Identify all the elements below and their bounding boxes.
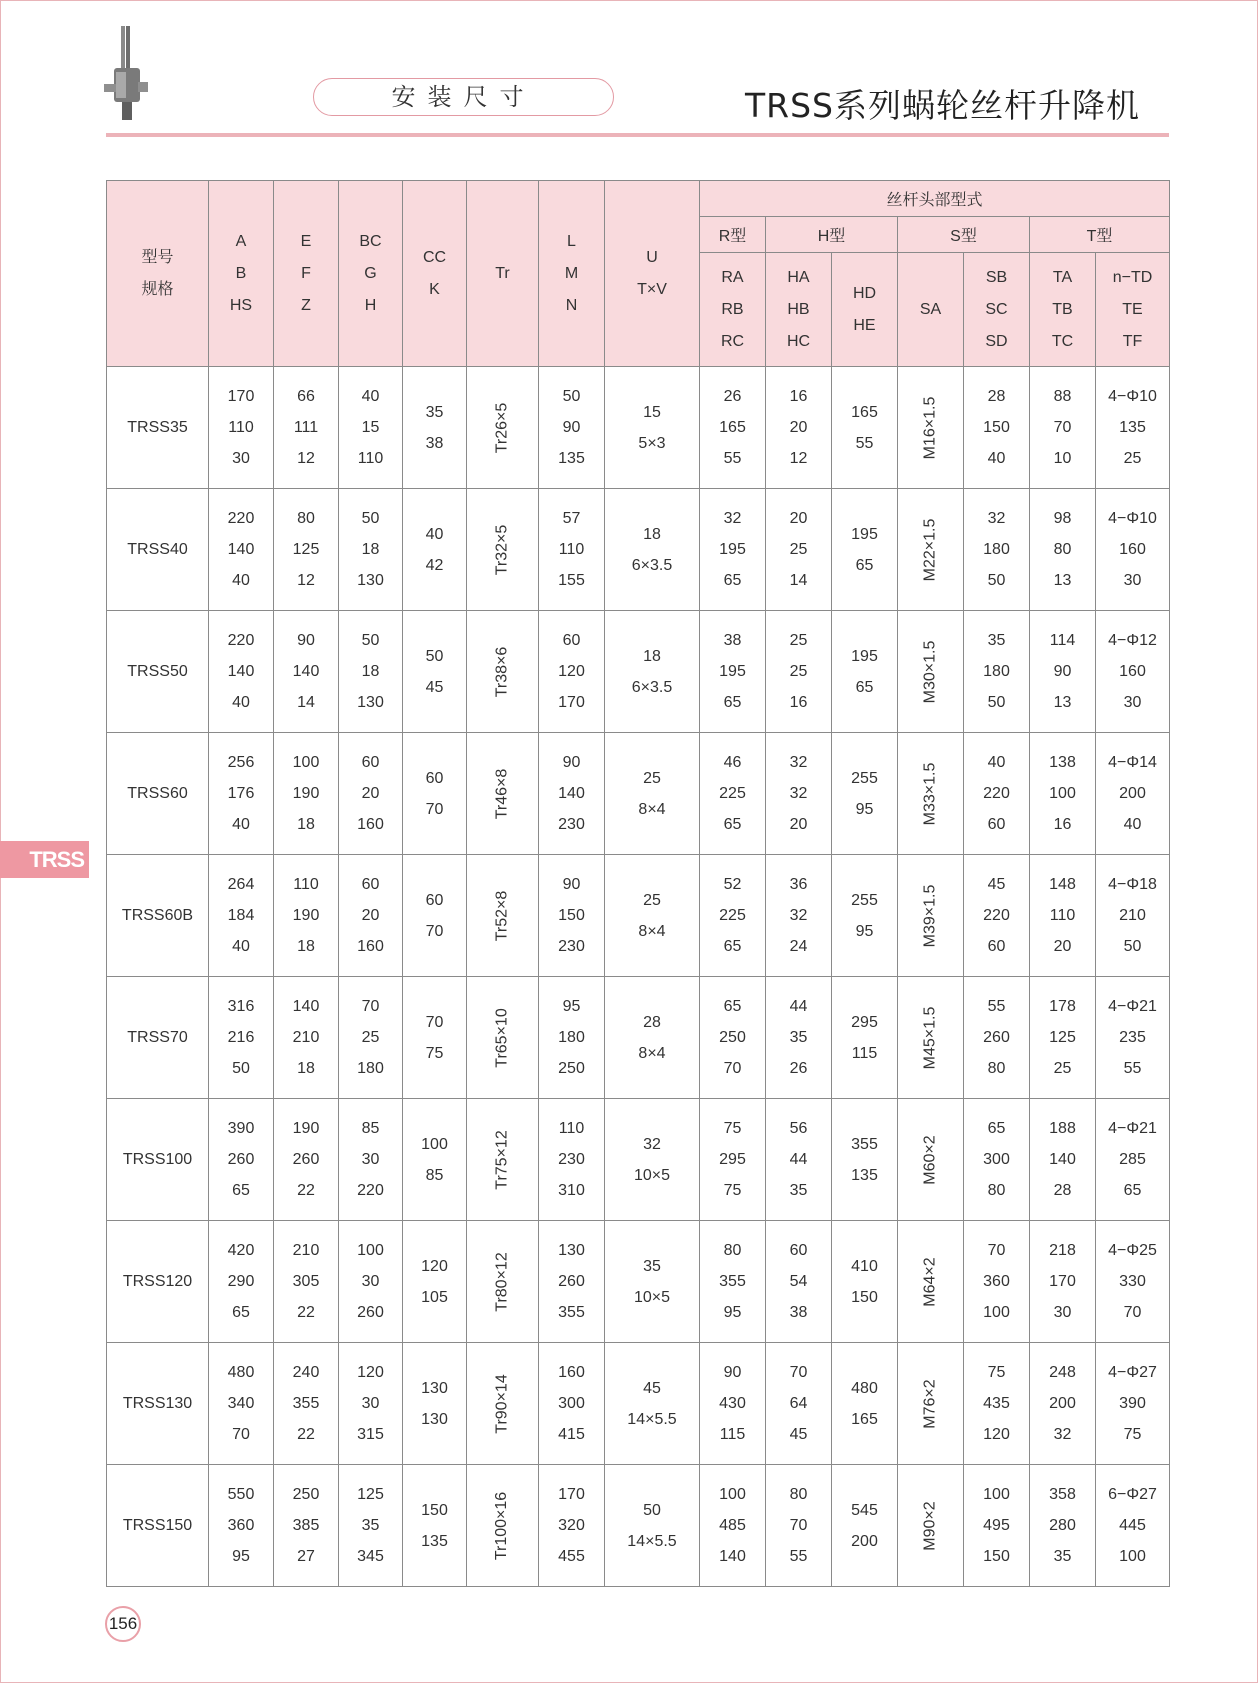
dimension-cell: [898, 367, 964, 489]
dimension-cell: [467, 733, 539, 855]
dimension-cell: 90 430 115: [700, 1343, 766, 1465]
model-cell: TRSS50: [107, 611, 209, 733]
dimension-cell: 4−Φ12 160 30: [1096, 611, 1170, 733]
dimension-cell: 4−Φ18 210 50: [1096, 855, 1170, 977]
rotated-value: Tr46×8: [493, 768, 511, 819]
series-side-tab: TRSS: [0, 841, 89, 878]
table-row: [107, 855, 1170, 977]
dimension-cell: 256 176 40: [209, 733, 274, 855]
dimension-cell: [467, 489, 539, 611]
dimension-cell: 50 18 130: [339, 489, 403, 611]
rotated-value: M45×1.5: [921, 1006, 939, 1069]
dimension-cell: 66 111 12: [274, 367, 339, 489]
dimension-cell: 390 260 65: [209, 1099, 274, 1221]
dimension-cell: 4−Φ25 330 70: [1096, 1221, 1170, 1343]
dimension-cell: 250 385 27: [274, 1465, 339, 1587]
dimension-cell: 148 110 20: [1030, 855, 1096, 977]
dimension-cell: 140 210 18: [274, 977, 339, 1099]
header-type-s: S型: [898, 217, 1030, 253]
dimension-cell: [467, 1221, 539, 1343]
dimension-cell: 480 340 70: [209, 1343, 274, 1465]
header-sb-sc-sd: SB SC SD: [964, 253, 1030, 367]
dimension-cell: 150 135: [403, 1465, 467, 1587]
dimension-cell: 218 170 30: [1030, 1221, 1096, 1343]
header-sa: SA: [898, 253, 964, 367]
dimension-cell: 550 360 95: [209, 1465, 274, 1587]
dimension-cell: 90 140 14: [274, 611, 339, 733]
header-a-b-hs: A B HS: [209, 181, 274, 367]
header-divider: [106, 133, 1169, 137]
dimension-cell: 420 290 65: [209, 1221, 274, 1343]
dimension-cell: 138 100 16: [1030, 733, 1096, 855]
dimension-cell: 125 35 345: [339, 1465, 403, 1587]
dimension-cell: 52 225 65: [700, 855, 766, 977]
dimension-cell: [898, 1099, 964, 1221]
dimension-cell: 35 38: [403, 367, 467, 489]
dimension-cell: [898, 733, 964, 855]
rotated-value: M22×1.5: [921, 518, 939, 581]
dimension-cell: 28 150 40: [964, 367, 1030, 489]
dimension-cell: 160 300 415: [539, 1343, 605, 1465]
dimension-cell: 25 8×4: [605, 855, 700, 977]
dimension-cell: 110 190 18: [274, 855, 339, 977]
dimension-cell: 90 140 230: [539, 733, 605, 855]
dimension-cell: 4−Φ21 235 55: [1096, 977, 1170, 1099]
rotated-value: M30×1.5: [921, 640, 939, 703]
dimension-cell: 26 165 55: [700, 367, 766, 489]
dimension-cell: [467, 1465, 539, 1587]
dimension-cell: 190 260 22: [274, 1099, 339, 1221]
page-number: 156: [105, 1606, 141, 1642]
table-row: [107, 733, 1170, 855]
dimension-cell: 248 200 32: [1030, 1343, 1096, 1465]
dimension-cell: 16 20 12: [766, 367, 832, 489]
dimension-cell: 40 220 60: [964, 733, 1030, 855]
table-row: [107, 1343, 1170, 1465]
dimension-cell: 88 70 10: [1030, 367, 1096, 489]
dimension-cell: 120 30 315: [339, 1343, 403, 1465]
dimension-cell: 32 32 20: [766, 733, 832, 855]
rotated-value: M33×1.5: [921, 762, 939, 825]
dimension-cell: 4−Φ10 135 25: [1096, 367, 1170, 489]
dimension-cell: 195 65: [832, 611, 898, 733]
model-cell: TRSS35: [107, 367, 209, 489]
header-type-h: H型: [766, 217, 898, 253]
dimension-cell: [898, 489, 964, 611]
header-screw-head-type: 丝杆头部型式: [700, 181, 1170, 217]
model-cell: TRSS130: [107, 1343, 209, 1465]
table-body: [107, 367, 1170, 1587]
dimension-cell: 60 20 160: [339, 733, 403, 855]
rotated-value: Tr26×5: [493, 402, 511, 453]
rotated-value: M16×1.5: [921, 396, 939, 459]
model-cell: TRSS120: [107, 1221, 209, 1343]
dimensions-table: [106, 180, 1170, 1587]
dimension-cell: 57 110 155: [539, 489, 605, 611]
header-l-m-n: L M N: [539, 181, 605, 367]
header-cc-k: CC K: [403, 181, 467, 367]
table-row: [107, 611, 1170, 733]
dimension-cell: 295 115: [832, 977, 898, 1099]
header-type-t: T型: [1030, 217, 1170, 253]
rotated-value: Tr100×16: [493, 1491, 511, 1560]
dimension-cell: [467, 855, 539, 977]
header-n-td-te-tf: n−TD TE TF: [1096, 253, 1170, 367]
dimension-cell: 100 190 18: [274, 733, 339, 855]
dimension-cell: [467, 367, 539, 489]
dimension-cell: 56 44 35: [766, 1099, 832, 1221]
header-tr: Tr: [467, 181, 539, 367]
dimension-cell: 4−Φ10 160 30: [1096, 489, 1170, 611]
dimension-cell: 70 25 180: [339, 977, 403, 1099]
dimension-cell: 40 42: [403, 489, 467, 611]
rotated-value: Tr32×5: [493, 524, 511, 575]
dimension-cell: 165 55: [832, 367, 898, 489]
header-bc-g-h: BC G H: [339, 181, 403, 367]
model-cell: TRSS100: [107, 1099, 209, 1221]
dimension-cell: 25 25 16: [766, 611, 832, 733]
model-cell: TRSS70: [107, 977, 209, 1099]
rotated-value: Tr75×12: [493, 1129, 511, 1190]
dimension-cell: [898, 1465, 964, 1587]
table-row: [107, 1099, 1170, 1221]
dimension-cell: 195 65: [832, 489, 898, 611]
rotated-value: Tr65×10: [493, 1007, 511, 1068]
dimension-cell: 15 5×3: [605, 367, 700, 489]
dimension-cell: 410 150: [832, 1221, 898, 1343]
dimension-cell: 35 10×5: [605, 1221, 700, 1343]
rotated-value: Tr90×14: [493, 1373, 511, 1434]
dimension-cell: 120 105: [403, 1221, 467, 1343]
dimension-cell: 480 165: [832, 1343, 898, 1465]
header-ta-tb-tc: TA TB TC: [1030, 253, 1096, 367]
section-label: 安装尺寸: [313, 78, 614, 116]
screw-jack-product-image: [104, 26, 148, 120]
rotated-value: M90×2: [921, 1500, 939, 1551]
dimension-cell: 358 280 35: [1030, 1465, 1096, 1587]
dimension-cell: 70 64 45: [766, 1343, 832, 1465]
header-model: 型号 规格: [107, 181, 209, 367]
table-row: [107, 1221, 1170, 1343]
dimension-cell: 4−Φ21 285 65: [1096, 1099, 1170, 1221]
dimension-cell: 264 184 40: [209, 855, 274, 977]
dimension-cell: 85 30 220: [339, 1099, 403, 1221]
rotated-value: M64×2: [921, 1256, 939, 1307]
dimension-cell: 98 80 13: [1030, 489, 1096, 611]
table-row: [107, 1465, 1170, 1587]
dimension-cell: 75 295 75: [700, 1099, 766, 1221]
dimension-cell: 32 10×5: [605, 1099, 700, 1221]
dimension-cell: 75 435 120: [964, 1343, 1030, 1465]
dimension-cell: 28 8×4: [605, 977, 700, 1099]
dimension-cell: 90 150 230: [539, 855, 605, 977]
dimension-cell: 316 216 50: [209, 977, 274, 1099]
dimension-cell: 100 485 140: [700, 1465, 766, 1587]
model-cell: TRSS60: [107, 733, 209, 855]
dimension-cell: 25 8×4: [605, 733, 700, 855]
dimension-cell: 45 14×5.5: [605, 1343, 700, 1465]
dimension-cell: [898, 611, 964, 733]
dimension-cell: 60 70: [403, 855, 467, 977]
dimension-cell: 65 250 70: [700, 977, 766, 1099]
dimension-cell: 545 200: [832, 1465, 898, 1587]
table-row: [107, 977, 1170, 1099]
dimension-cell: 170 320 455: [539, 1465, 605, 1587]
dimension-cell: [898, 1221, 964, 1343]
dimension-cell: [467, 1099, 539, 1221]
dimension-cell: 178 125 25: [1030, 977, 1096, 1099]
header-ha-hb-hc: HA HB HC: [766, 253, 832, 367]
dimension-cell: [467, 1343, 539, 1465]
dimension-cell: 70 360 100: [964, 1221, 1030, 1343]
dimension-cell: 4−Φ27 390 75: [1096, 1343, 1170, 1465]
header-u-txv: U T×V: [605, 181, 700, 367]
page-title: TRSS系列蜗轮丝杆升降机: [745, 86, 1140, 125]
dimension-cell: 70 75: [403, 977, 467, 1099]
dimension-cell: 130 260 355: [539, 1221, 605, 1343]
dimension-cell: [898, 1343, 964, 1465]
dimension-cell: 114 90 13: [1030, 611, 1096, 733]
dimension-cell: [898, 977, 964, 1099]
rotated-value: M76×2: [921, 1378, 939, 1429]
dimension-cell: 38 195 65: [700, 611, 766, 733]
dimension-cell: 80 355 95: [700, 1221, 766, 1343]
dimension-cell: 4−Φ14 200 40: [1096, 733, 1170, 855]
dimension-cell: 35 180 50: [964, 611, 1030, 733]
rotated-value: M60×2: [921, 1134, 939, 1185]
dimension-cell: 60 120 170: [539, 611, 605, 733]
dimension-cell: 130 130: [403, 1343, 467, 1465]
dimension-cell: 65 300 80: [964, 1099, 1030, 1221]
dimension-cell: 170 110 30: [209, 367, 274, 489]
dimension-cell: 100 495 150: [964, 1465, 1030, 1587]
rotated-value: Tr38×6: [493, 646, 511, 697]
dimension-cell: 45 220 60: [964, 855, 1030, 977]
dimension-cell: 18 6×3.5: [605, 489, 700, 611]
header-ra-rb-rc: RA RB RC: [700, 253, 766, 367]
rotated-value: Tr52×8: [493, 890, 511, 941]
dimension-cell: 44 35 26: [766, 977, 832, 1099]
table-row: [107, 489, 1170, 611]
dimension-cell: 55 260 80: [964, 977, 1030, 1099]
rotated-value: M39×1.5: [921, 884, 939, 947]
table-row: [107, 367, 1170, 489]
dimension-cell: 80 125 12: [274, 489, 339, 611]
dimension-cell: 32 195 65: [700, 489, 766, 611]
dimension-cell: [898, 855, 964, 977]
header-hd-he: HD HE: [832, 253, 898, 367]
dimension-cell: 255 95: [832, 855, 898, 977]
header-e-f-z: E F Z: [274, 181, 339, 367]
dimension-cell: 50 18 130: [339, 611, 403, 733]
model-cell: TRSS40: [107, 489, 209, 611]
dimension-cell: 188 140 28: [1030, 1099, 1096, 1221]
model-cell: TRSS60B: [107, 855, 209, 977]
dimension-cell: [467, 977, 539, 1099]
dimension-cell: 50 14×5.5: [605, 1465, 700, 1587]
dimension-cell: 80 70 55: [766, 1465, 832, 1587]
dimension-cell: 60 54 38: [766, 1221, 832, 1343]
dimension-cell: 60 20 160: [339, 855, 403, 977]
dimension-cell: 50 90 135: [539, 367, 605, 489]
dimension-cell: 100 85: [403, 1099, 467, 1221]
header-type-r: R型: [700, 217, 766, 253]
dimension-cell: 220 140 40: [209, 489, 274, 611]
dimension-cell: 36 32 24: [766, 855, 832, 977]
model-cell: TRSS150: [107, 1465, 209, 1587]
dimension-cell: 18 6×3.5: [605, 611, 700, 733]
dimension-cell: 220 140 40: [209, 611, 274, 733]
dimension-cell: 46 225 65: [700, 733, 766, 855]
dimension-cell: 355 135: [832, 1099, 898, 1221]
dimension-cell: 240 355 22: [274, 1343, 339, 1465]
dimension-cell: 40 15 110: [339, 367, 403, 489]
dimension-cell: 210 305 22: [274, 1221, 339, 1343]
dimension-cell: 255 95: [832, 733, 898, 855]
dimension-cell: [467, 611, 539, 733]
dimension-cell: 6−Φ27 445 100: [1096, 1465, 1170, 1587]
dimension-cell: 110 230 310: [539, 1099, 605, 1221]
rotated-value: Tr80×12: [493, 1251, 511, 1312]
dimension-cell: 20 25 14: [766, 489, 832, 611]
dimension-cell: 95 180 250: [539, 977, 605, 1099]
dimension-cell: 50 45: [403, 611, 467, 733]
dimension-cell: 100 30 260: [339, 1221, 403, 1343]
dimension-cell: 32 180 50: [964, 489, 1030, 611]
dimension-cell: 60 70: [403, 733, 467, 855]
